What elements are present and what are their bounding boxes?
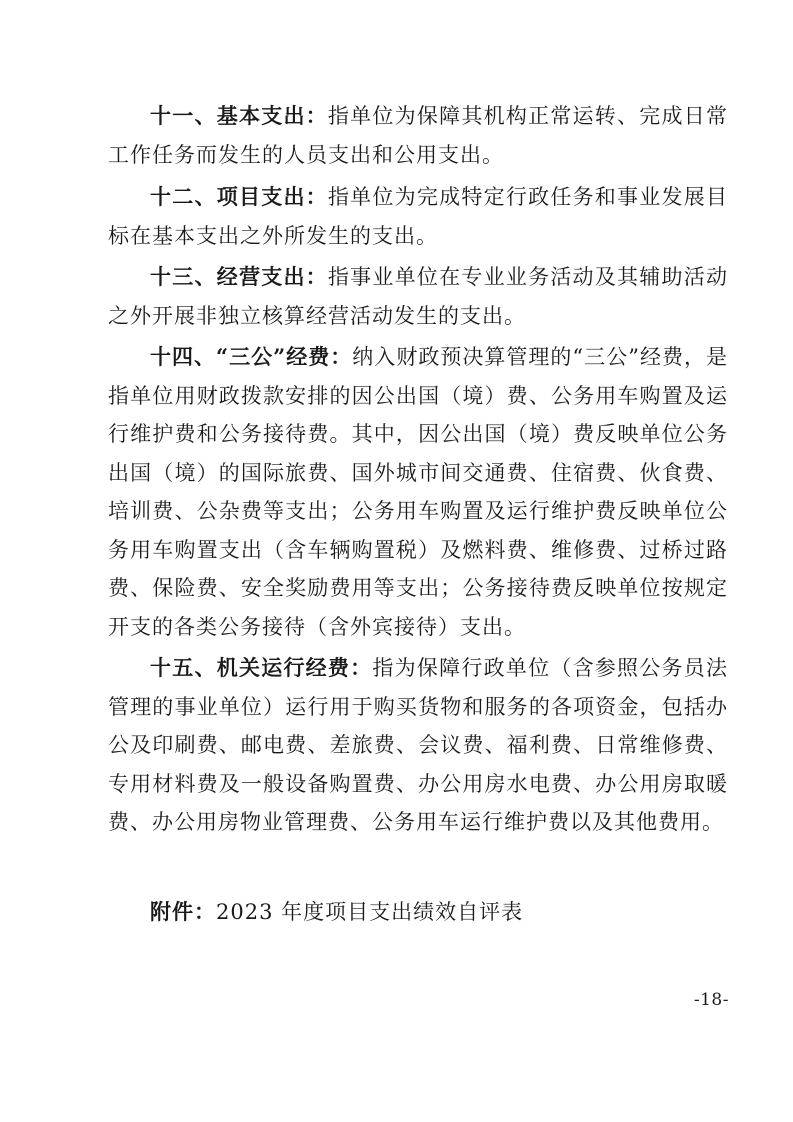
paragraph-heading: 十三、经营支出： <box>150 264 328 289</box>
paragraph-body: 指单位为保障其机构正常运转、完成日常工作任务而发生的人员支出和公用支出。 <box>108 104 729 167</box>
attachment-title: 2023 年度项目支出绩效自评表 <box>216 900 524 924</box>
paragraph-heading: 十一、基本支出： <box>150 103 328 128</box>
paragraph-body: 指为保障行政单位（含参照公务员法管理的事业单位）运行用于购买货物和服务的各项资金，包括办公及印刷费、邮电费、差旅费、会议费、福利费、日常维修费、专用材料费及一般设备购置费、办公用房水电费、办公用房取暖费、办公用房物业管理费、公务用车运行维护费以及其他费用。 <box>108 656 729 834</box>
attachment-label: 附件： <box>150 899 216 924</box>
paragraph-body: 纳入财政预决算管理的“三公”经费，是指单位用财政拨款安排的因公出国（境）费、公务用车购置及运行维护费和公务接待费。其中，因公出国（境）费反映单位公务出国（境）的国际旅费、国外城市间交通费、住宿费、伙食费、培训费、公杂费等支出；公务用车购置及运行维护费反映单位公务用车购置支出（含车辆购置税）及燃料费、维修费、过桥过路费、保险费、安全奖励费用等支出；公务接待费反映单位按规定开支的各类公务接待（含外宾接待）支出。 <box>108 345 728 639</box>
paragraph-body: 指单位为完成特定行政任务和事业发展目标在基本支出之外所发生的支出。 <box>108 185 729 248</box>
paragraph-heading: 十四、“三公”经费： <box>150 344 353 369</box>
paragraph-body: 指事业单位在专业业务活动及其辅助活动之外开展非独立核算经营活动发生的支出。 <box>108 265 729 328</box>
paragraph-three-public-funds <box>108 338 728 646</box>
paragraph-heading: 十二、项目支出： <box>150 184 328 209</box>
attachment-line <box>150 893 523 932</box>
page-number: -18- <box>693 990 729 1010</box>
paragraph-operating-expenditure <box>108 258 728 335</box>
paragraph-agency-operating-funds <box>108 649 728 842</box>
paragraph-project-expenditure <box>108 178 728 255</box>
paragraph-basic-expenditure <box>108 97 728 174</box>
paragraph-heading: 十五、机关运行经费： <box>150 655 373 680</box>
